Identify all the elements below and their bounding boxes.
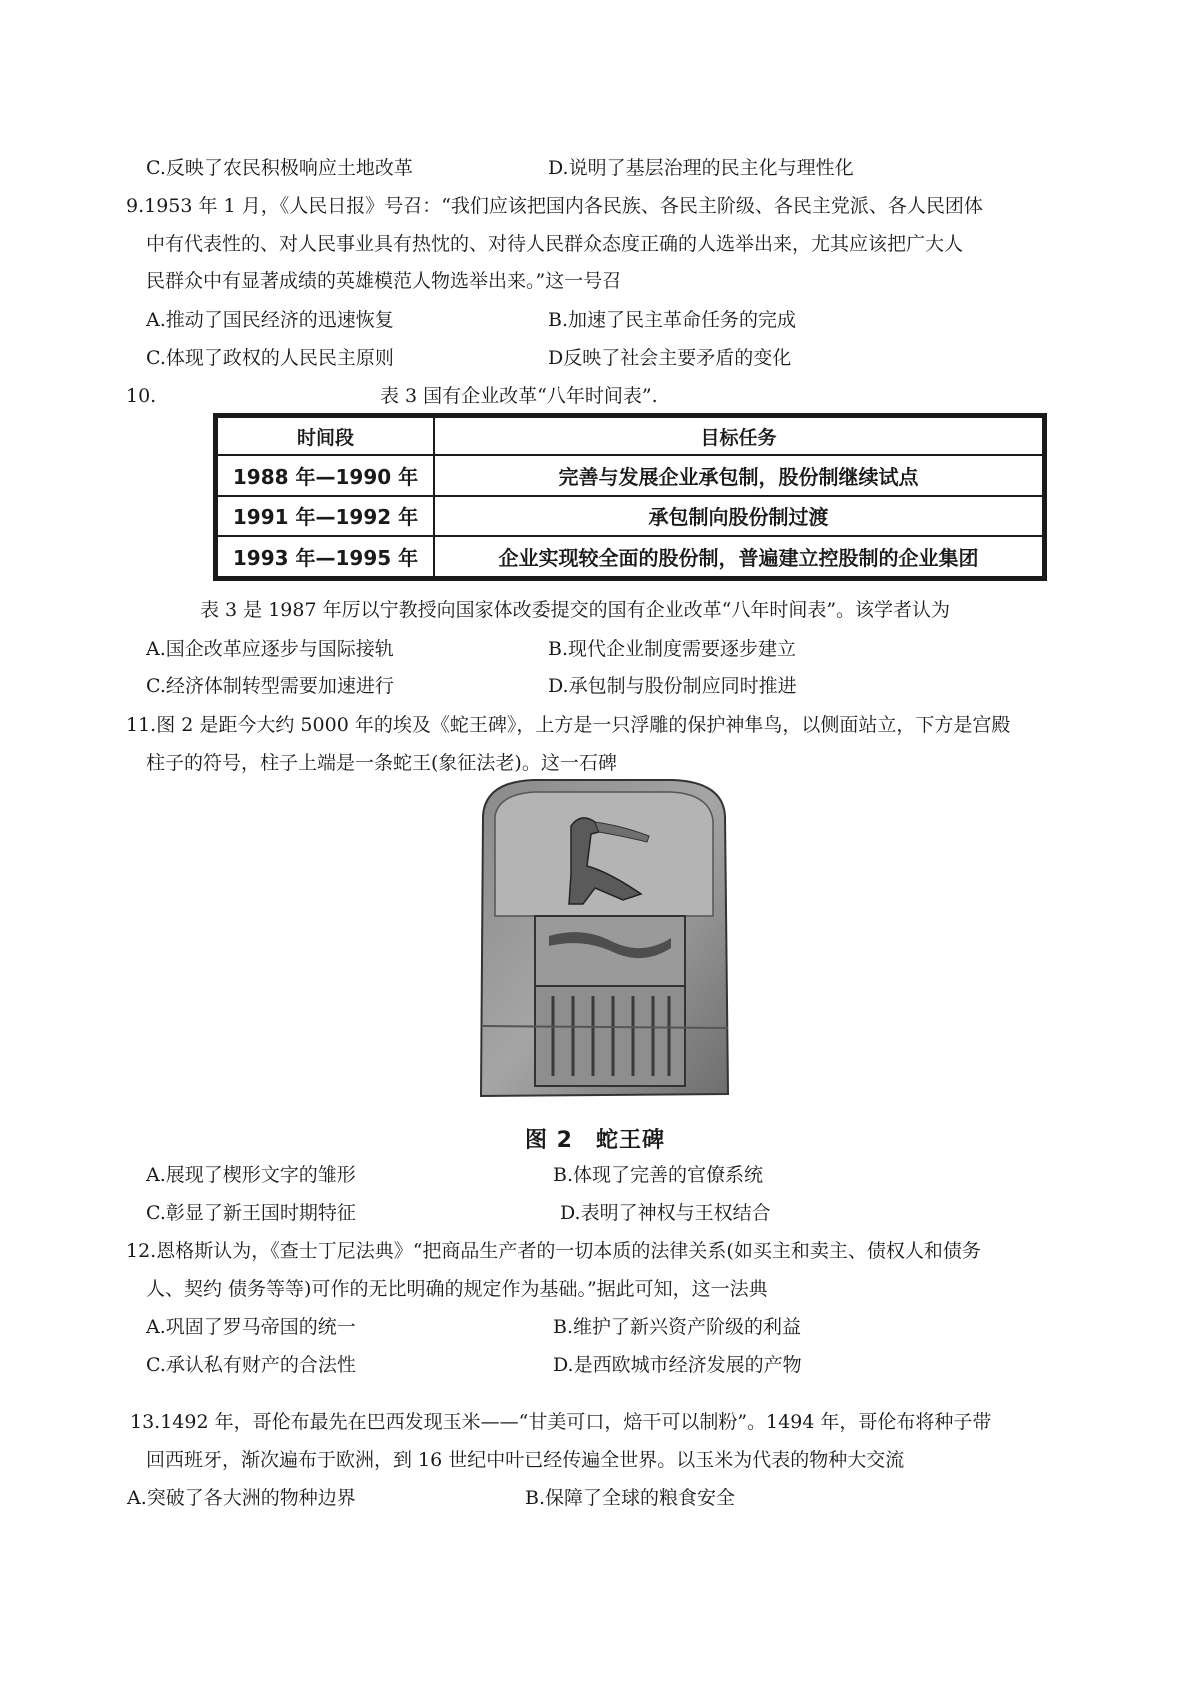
q9-option-d: D反映了社会主要矛盾的变化: [548, 347, 792, 369]
table-cell-task-3: 企业实现较全面的股份制，普遍建立控股制的企业集团: [434, 536, 1043, 577]
q9-option-b: B.加速了民主革命任务的完成: [548, 309, 797, 331]
q12-option-a: A.巩固了罗马帝国的统一: [146, 1316, 356, 1338]
q11-stem-line-2: 柱子的符号，柱子上端是一条蛇王(象征法老)。这一石碑: [146, 752, 617, 774]
q13-stem-line-2: 回西班牙，渐次遍布于欧洲，到 16 世纪中叶已经传遍全世界。以玉米为代表的物种大交流: [146, 1449, 905, 1471]
q13-option-a: A.突破了各大洲的物种边界: [127, 1487, 356, 1509]
q9-option-c: C.体现了政权的人民民主原则: [146, 347, 394, 369]
q9-stem-line-1: 9.1953 年 1 月，《人民日报》号召：“我们应该把国内各民族、各民主阶级、各民主党派、各人民团体: [126, 195, 983, 217]
q10-option-d: D.承包制与股份制应同时推进: [548, 675, 797, 697]
q8-option-d: D.说明了基层治理的民主化与理性化: [548, 157, 854, 179]
q10-option-b: B.现代企业制度需要逐步建立: [548, 638, 797, 660]
table-header-task: 目标任务: [434, 417, 1043, 455]
q9-option-a: A.推动了国民经济的迅速恢复: [146, 309, 394, 331]
q13-option-b: B.保障了全球的粮食安全: [525, 1487, 736, 1509]
q11-option-b: B.体现了完善的官僚系统: [553, 1164, 764, 1186]
q13-stem-line-1: 13.1492 年，哥伦布最先在巴西发现玉米——“甘美可口，焙干可以制粉”。1494 年，哥伦布将种子带: [130, 1411, 992, 1433]
q12-option-c: C.承认私有财产的合法性: [146, 1354, 356, 1376]
q12-option-b: B.维护了新兴资产阶级的利益: [553, 1316, 802, 1338]
q9-stem-line-3: 民群众中有显著成绩的英雄模范人物选举出来。”这一号召: [146, 270, 622, 292]
q9-stem-line-2: 中有代表性的、对人民事业具有热忱的、对待人民群众态度正确的人选举出来，尤其应该把广大人: [146, 233, 964, 255]
q8-option-c: C.反映了农民积极响应土地改革: [146, 157, 413, 179]
q10-stem: 表 3 是 1987 年厉以宁教授向国家体改委提交的国有企业改革“八年时间表”。该学者认为: [200, 599, 951, 621]
q12-option-d: D.是西欧城市经济发展的产物: [553, 1354, 802, 1376]
table-cell-period-2: 1991 年—1992 年: [217, 496, 434, 537]
table-cell-period-3: 1993 年—1995 年: [217, 536, 434, 577]
figure-caption: 图 2 蛇王碑: [525, 1128, 665, 1153]
table-cell-period-1: 1988 年—1990 年: [217, 455, 434, 496]
q10-table-caption: 表 3 国有企业改革“八年时间表”.: [380, 385, 658, 407]
q10-number: 10.: [126, 385, 157, 407]
q11-option-a: A.展现了楔形文字的雏形: [146, 1164, 356, 1186]
q11-option-d: D.表明了神权与王权结合: [560, 1202, 771, 1224]
q11-option-c: C.彰显了新王国时期特征: [146, 1202, 356, 1224]
q10-option-a: A.国企改革应逐步与国际接轨: [146, 638, 394, 660]
q12-stem-line-1: 12.恩格斯认为，《查士丁尼法典》“把商品生产者的一切本质的法律关系(如买主和卖主、债权人和债务: [126, 1240, 981, 1262]
snake-king-stele-image: [473, 776, 733, 1106]
q11-stem-line-1: 11.图 2 是距今大约 5000 年的埃及《蛇王碑》，上方是一只浮雕的保护神隼鸟，以侧面站立，下方是宫殿: [126, 714, 1011, 736]
table-cell-task-1: 完善与发展企业承包制，股份制继续试点: [434, 455, 1043, 496]
table-cell-task-2: 承包制向股份制过渡: [434, 496, 1043, 537]
q10-option-c: C.经济体制转型需要加速进行: [146, 675, 394, 697]
table-header-period: 时间段: [217, 417, 434, 455]
q12-stem-line-2: 人、契约 债务等等)可作的无比明确的规定作为基础。”据此可知，这一法典: [146, 1278, 768, 1300]
reform-timetable: [213, 413, 1047, 581]
